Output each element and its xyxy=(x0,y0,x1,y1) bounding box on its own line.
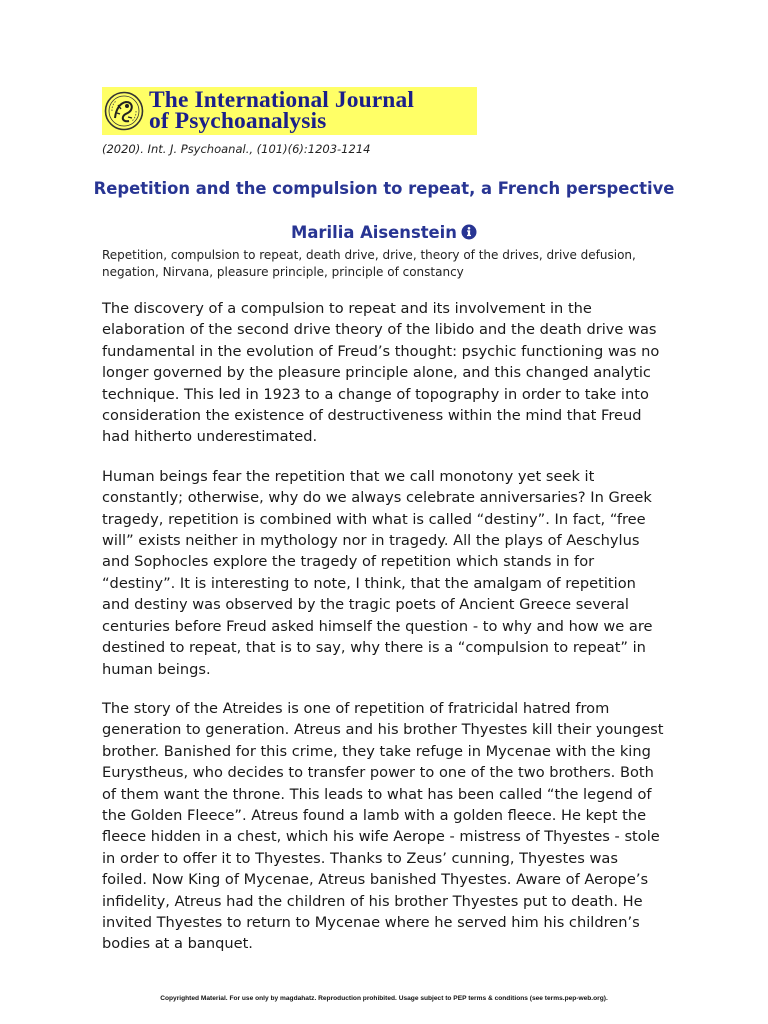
body-paragraph: The discovery of a compulsion to repeat and its involvement in the elaboration of the second drive theory of the libido and the death drive was fundamental in the evolution of Freud’s thought: psychic functioning was no longer governed by the pleasure principle alone, and this changed analytic technique. This led in 1923 to a change of topography in order to take into consideration the existence of destructiveness within the mind that Freud had hitherto underestimated. xyxy=(102,300,660,446)
article-keywords: Repetition, compulsion to repeat, death drive, drive, theory of the drives, drive defusion, negation, Nirvana, pleasure principle, principle of constancy xyxy=(102,248,636,279)
copyright-footer: Copyrighted Material. For use only by magdahatz. Reproduction prohibited. Usage subject to PEP terms & conditions (see terms.pep-web.org). xyxy=(160,995,608,1002)
info-circle-icon[interactable] xyxy=(461,224,477,240)
body-paragraph: Human beings fear the repetition that we call monotony yet seek it constantly; otherwise, why do we always celebrate anniversaries? In Greek tragedy, repetition is combined with what is called “destiny”. In fact, “free will” exists neither in mythology nor in tragedy. All the plays of Aeschylus and Sophocles explore the tragedy of repetition which stands in for “destiny”. It is interesting to note, I think, that the amalgam of repetition and destiny was observed by the tragic poets of Ancient Greece several centuries before Freud asked himself the question - to why and how we are destined to repeat, that is to say, why there is a “compulsion to repeat” in human beings. xyxy=(102,467,653,678)
journal-seal-icon xyxy=(104,91,144,131)
journal-title-line-2: of Psychoanalysis xyxy=(149,108,327,134)
journal-masthead xyxy=(102,87,477,135)
citation: (2020). Int. J. Psychoanal., (101)(6):1203-1214 xyxy=(102,142,371,156)
author-line xyxy=(0,223,768,242)
body-paragraph: The story of the Atreides is one of repetition of fratricidal hatred from generation to generation. Atreus and his brother Thyestes kill their youngest brother. Banished for this crime, they take refuge in Mycenae with the king Eurystheus, who decides to transfer power to one of the two brothers. Both of them want the throne. This leads to what has been called “the legend of the Golden Fleece”. Atreus found a lamb with a golden fleece. He kept the fleece hidden in a chest, which his wife Aerope - mistress of Thyestes - stole in order to offer it to Thyestes. Thanks to Zeus’ cunning, Thyestes was foiled. Now King of Mycenae, Atreus banished Thyestes. Aware of Aerope’s infidelity, Atreus had the children of his brother Thyestes put to death. He invited Thyestes to return to Mycenae where he served him his children’s bodies at a banquet. xyxy=(102,699,664,953)
journal-title-line-1: The International Journal xyxy=(149,87,414,113)
journal-title xyxy=(149,87,414,134)
article-body xyxy=(102,298,667,973)
author-name[interactable]: Marilia Aisenstein xyxy=(291,223,457,242)
article-title: Repetition and the compulsion to repeat, a French perspective xyxy=(93,179,675,198)
